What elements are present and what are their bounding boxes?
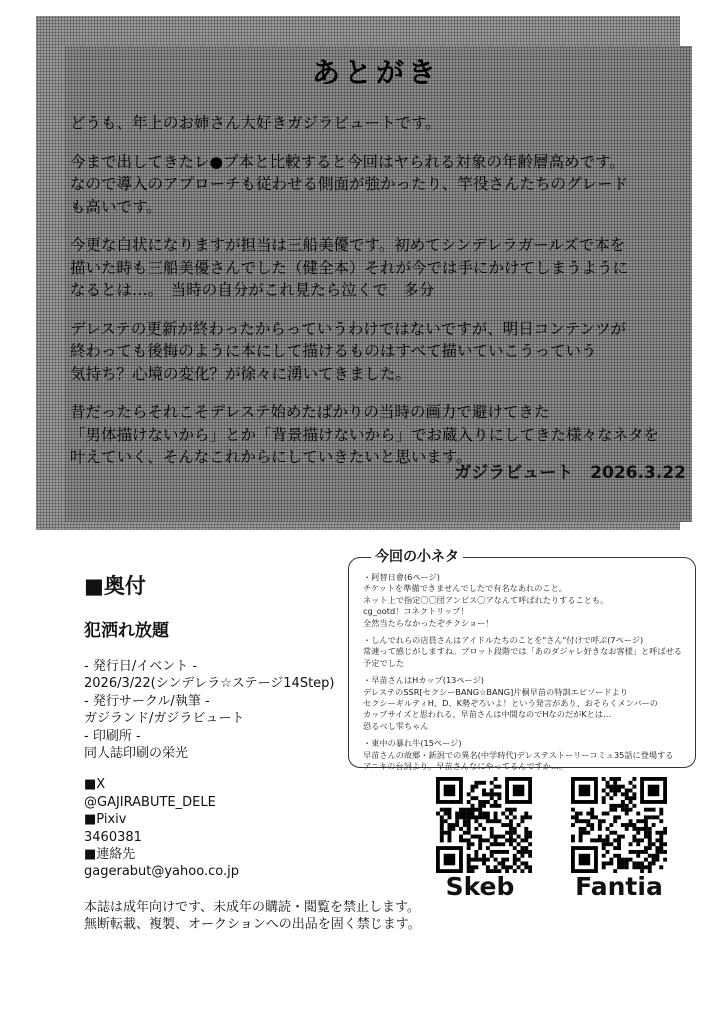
pixiv-id: 3460381 — [84, 829, 142, 845]
pixiv-label: ■Pixiv — [84, 812, 127, 828]
trivia-item-line: チケットを準備できませんでしたで有名なあれのこと。 — [363, 583, 567, 594]
trivia-item-line: 予定でした — [363, 657, 404, 668]
afterword-signature: ガジラビュート 2026.3.22 — [454, 463, 686, 483]
event-label: - 発行日/イベント - — [84, 659, 198, 674]
trivia-item — [363, 675, 687, 732]
x-label: ■X — [84, 777, 106, 793]
circle-label: - 発行サークル/執筆 - — [84, 693, 210, 709]
afterword-section — [70, 56, 682, 485]
fantia-label: Fantia — [575, 872, 663, 901]
afterword-paragraph: 今まで出してきたレ●プ本と比較すると今回はヤられる対象の年齢層高めです。 なので導入のアプローチも従わせる側面が強かったり、竿役さんたちのグレード も高いです。 — [70, 152, 629, 216]
colophon-heading: ■奥付 — [84, 574, 146, 598]
skeb-label: Skeb — [445, 872, 515, 901]
trivia-item-heading: ・早苗さんはHカップ(13ページ) — [363, 675, 484, 686]
reproduction-notice: 無断転載、複製、オークションへの出品を固く禁じます。 — [84, 917, 421, 933]
trivia-item-heading: ・東中の暴れ牛(15ページ) — [363, 738, 462, 749]
event-value: 2026/3/22(シンデレラ☆ステージ14Step) — [84, 676, 335, 692]
trivia-item-line: ネット上で指定〇〇団アンビス〇アなんて呼ばれたりすることも。 — [363, 594, 609, 605]
x-handle: @GAJIRABUTE_DELE — [84, 794, 216, 810]
trivia-item-line: 恐るべし雫ちゃん — [363, 720, 429, 731]
print-value: 同人誌印刷の栄光 — [84, 746, 189, 762]
trivia-item-line: 常連って感じがしますね。プロット段階では「あのダジャレ好きなお客様」と呼ばせる — [363, 646, 682, 657]
afterword-paragraph: デレステの更新が終わったからっていうわけではないですが、明日コンテンツが 終わっても後悔のように本にして描けるものはすべて描いていこうっていう 気持ち？心境の変化？が徐々に湧いてきました。 — [70, 319, 626, 383]
trivia-item — [363, 635, 687, 669]
fantia-qr-code — [571, 777, 667, 873]
afterword-title: あとがき — [311, 56, 440, 89]
afterword-paragraph: 昔だったらそれこそデレステ始めたばかりの当時の画力で避けてきた 「男体描けないから」とか「背景描けないから」でお蔵入りにしてきた様々なネタを 叶えていく、そんなこれからにしていきたいと思います。 — [70, 403, 660, 466]
trivia-item — [363, 738, 687, 772]
circle-value: ガジランド/ガジラビュート — [84, 711, 245, 727]
print-label: - 印刷所 - — [84, 728, 141, 744]
trivia-item-line: デレステのSSR[セクシーBANG☆BANG]片桐早苗の特訓エピソードより — [363, 686, 628, 697]
trivia-item-line: セクシーギルティH、D、K勢ぞろいよ！という発言があり、おそらくメンバーの — [363, 698, 658, 709]
afterword-paragraph: 今更な白状になりますが担当は三船美優です。初めてシンデレラガールズで本を 描いた時も三船美優さんでした（健全本）それが今では手にかけてしまうように なるとは…。 当時の自分がこれ見たら泣くで 多分 — [70, 236, 629, 299]
trivia-item-heading: ・しんでれらの店員さんはアイドルたちのことを"さん"付けで呼ぶ(7ページ) — [363, 635, 644, 646]
trivia-item-line: アニキの台詞より。早苗さんなにやってるんですか…。 — [363, 761, 568, 772]
trivia-item — [363, 572, 687, 629]
trivia-title: 今回の小ネタ — [371, 547, 463, 567]
adult-notice: 本誌は成年向けです、未成年の購読・閲覧を禁止します。 — [84, 899, 420, 915]
skeb-qr-code — [436, 777, 532, 873]
trivia-item-line: カップサイズと思われる、早苗さんは中間なのでHなのだがKとは… — [363, 709, 612, 720]
trivia-list — [363, 572, 687, 779]
trivia-box — [348, 549, 696, 772]
afterword-paragraph: どうも、年上のお姉さん大好きガジラビュートです。 — [70, 114, 441, 132]
trivia-item-line: 早苗さんの故郷・新潟での異名(中学時代)デレステストーリーコミュ35話に登場する — [363, 749, 674, 760]
contact-email: gagerabut@yahoo.co.jp — [84, 864, 239, 880]
trivia-item-heading: ・阿替日會(6ページ) — [363, 572, 440, 582]
contact-label: ■連絡先 — [84, 847, 136, 863]
book-title: 犯洒れ放題 — [84, 621, 169, 641]
trivia-item-line: cg_ootd！コネクトリップ！ — [363, 606, 469, 617]
trivia-item-line: 全然当たらなかったぞチクショー！ — [363, 617, 494, 628]
